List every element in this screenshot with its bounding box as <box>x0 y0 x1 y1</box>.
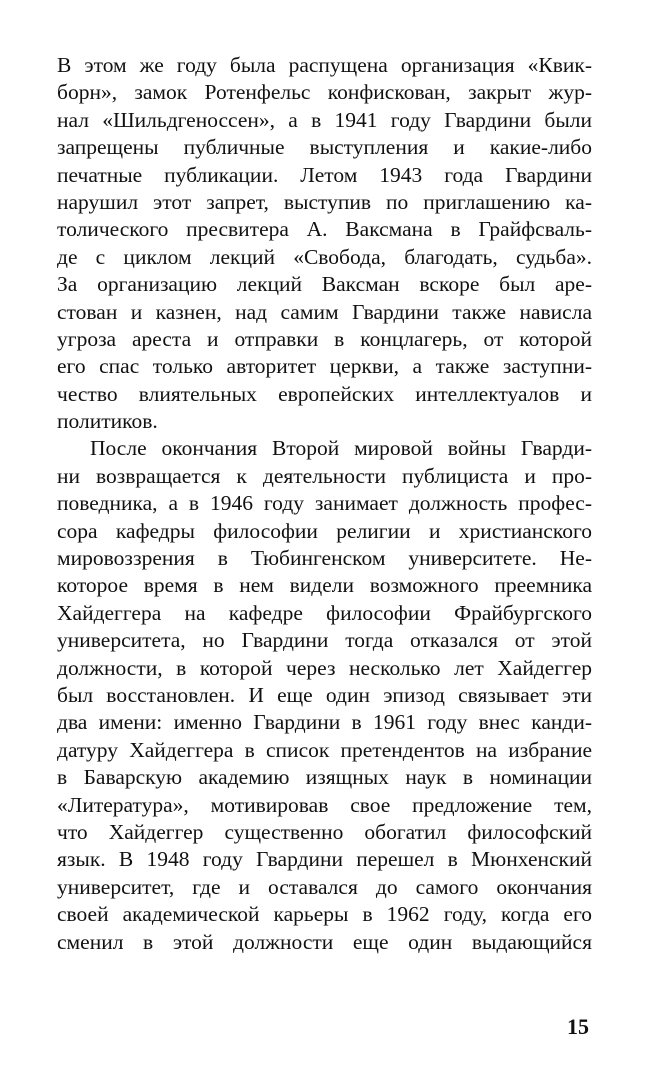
text-line: нарушил этот запрет, выступив по приглашению ка- <box>57 189 592 214</box>
text-line: датуру Хайдеггера в список претендентов на избрание <box>57 737 592 762</box>
book-page-text <box>57 52 592 956</box>
text-line: В этом же году была распущена организация «Квик- <box>57 53 592 77</box>
text-line: университет, где и оставался до самого окончания <box>57 874 592 899</box>
text-line: что Хайдеггер существенно обогатил философский <box>57 819 592 844</box>
text-line: стован и казнен, над самим Гвардини также нависла <box>57 299 592 324</box>
paragraph-start-line: После окончания Второй мировой войны Гварди- <box>90 436 592 461</box>
text-line: запрещены публичные выступления и какие-либо <box>57 135 592 160</box>
text-line: борн», замок Ротенфельс конфискован, закрыт жур- <box>57 80 592 105</box>
paragraph-end-line: политиков. <box>57 409 158 434</box>
text-line: язык. В 1948 году Гвардини перешел в Мюнхенский <box>57 847 592 872</box>
text-line: мировоззрения в Тюбингенском университете. Не- <box>57 546 592 571</box>
text-line: своей академической карьеры в 1962 году, когда его <box>57 902 592 927</box>
text-line: должности, в которой через несколько лет Хайдеггер <box>57 655 592 680</box>
text-line: Хайдеггера на кафедре философии Фрайбургского <box>57 600 592 625</box>
text-line: толического пресвитера А. Ваксмана в Грайфсваль- <box>57 217 592 242</box>
text-line: его спас только авторитет церкви, а также заступни- <box>57 354 592 379</box>
text-line: университета, но Гвардини тогда отказался от этой <box>57 628 592 653</box>
text-line: За организацию лекций Ваксман вскоре был аре- <box>57 272 592 297</box>
text-line: угроза ареста и отправки в концлагерь, от которой <box>57 326 592 351</box>
page-number: 15 <box>567 1014 589 1039</box>
text-line: сменил в этой должности еще один выдающийся <box>57 929 592 954</box>
text-line: был восстановлен. И еще один эпизод связывает эти <box>57 682 592 707</box>
text-line: ни возвращается к деятельности публициста и про- <box>57 463 592 488</box>
text-line: поведника, а в 1946 году занимает должность профес- <box>57 491 592 516</box>
text-line: печатные публикации. Летом 1943 года Гвардини <box>57 162 592 187</box>
text-line: сора кафедры философии религии и христианского <box>57 518 592 543</box>
text-line: чество влиятельных европейских интеллектуалов и <box>57 381 592 406</box>
text-line: нал «Шильдгеноссен», а в 1941 году Гвардини были <box>57 107 592 132</box>
text-line: де с циклом лекций «Свобода, благодать, судьба». <box>57 244 592 269</box>
text-line: в Баварскую академию изящных наук в номинации <box>57 765 592 790</box>
text-line: «Литература», мотивировав свое предложение тем, <box>57 792 592 817</box>
text-line: два имени: именно Гвардини в 1961 году внес канди- <box>57 710 592 735</box>
text-line: которое время в нем видели возможного преемника <box>57 573 592 598</box>
